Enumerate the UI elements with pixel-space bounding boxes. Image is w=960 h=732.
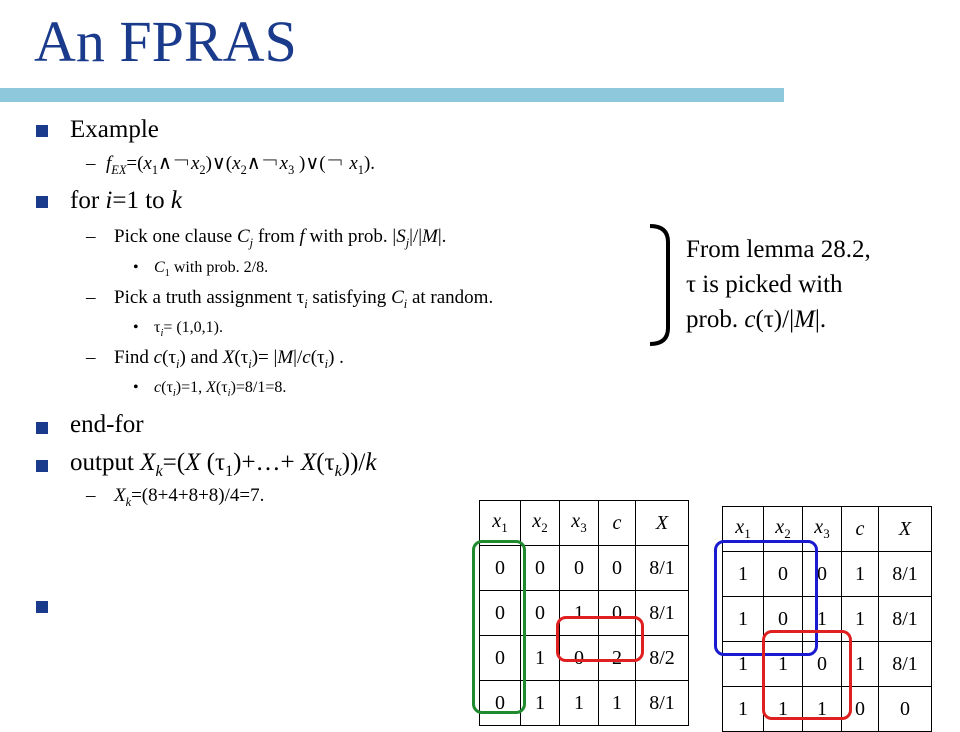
bullet-square-empty: [36, 601, 48, 613]
output-example-line: $X_k=(8+4+8+8)/4=7$.: [114, 485, 265, 509]
table-cell: 0: [764, 597, 803, 642]
table-cell: 1: [723, 597, 764, 642]
pick-assignment-line: Pick a truth assignment $\tau_i$ satisfying $C_i$ at random.: [114, 287, 494, 311]
table-cell: 8/1: [879, 552, 932, 597]
table-cell: 1: [521, 636, 560, 681]
table-cell: 0: [480, 636, 521, 681]
bullet-square: [36, 196, 48, 208]
table-cell: 0: [842, 687, 879, 732]
header-x2: $x_2$: [521, 501, 560, 546]
table-cell: 0: [480, 591, 521, 636]
table-cell: 1: [723, 642, 764, 687]
table-cell: 0: [521, 591, 560, 636]
table-cell: 0: [480, 546, 521, 591]
table-cell: 1: [842, 642, 879, 687]
table-cell: 8/2: [636, 636, 689, 681]
highlight-red-right: [762, 630, 852, 720]
dot-marker: •: [133, 259, 139, 276]
table-cell: 0: [560, 546, 599, 591]
header-x2: $x_2$: [764, 507, 803, 552]
table-cell: 1: [521, 681, 560, 726]
table-cell: 1: [599, 681, 636, 726]
table-cell: 0: [879, 687, 932, 732]
table-cell: 1: [764, 642, 803, 687]
right-bracket-icon: [644, 222, 676, 348]
table-cell: 1: [723, 552, 764, 597]
title-underline-bar: [0, 88, 784, 102]
table-cell: 2: [599, 636, 636, 681]
find-result-line: $c(\tau_i)=1$, $X(\tau_i)=8/1=8$.: [154, 379, 287, 400]
dash-marker: –: [86, 287, 96, 308]
for-loop-label: for i=1 to k: [70, 187, 183, 214]
output-line: output $X_k=(X$ $(\tau_1)+\dots+ X(\tau_k))/k$: [70, 449, 377, 480]
table-cell: 1: [842, 597, 879, 642]
example-formula: $f_{EX}=(x_1\wedge$￢$x_2)\vee(x_2\wedge$￢$x_3$ )∨(￢ $x_1$).: [106, 153, 376, 177]
dash-marker: –: [86, 226, 96, 247]
dash-marker: –: [86, 485, 96, 506]
header-x3: $x_3$: [803, 507, 842, 552]
table-cell: 0: [599, 591, 636, 636]
find-line: Find $c(\tau_i)$ and $X(\tau_i)= |M|/c(\tau_i)$ .: [114, 347, 344, 371]
table-cell: 8/1: [636, 591, 689, 636]
end-for-label: end-for: [70, 411, 144, 438]
example-label: Example: [70, 116, 159, 143]
table-cell: 8/1: [879, 642, 932, 687]
dot-marker: •: [133, 379, 139, 396]
header-c: c: [599, 501, 636, 546]
bullet-square: [36, 125, 48, 137]
table-cell: 0: [480, 681, 521, 726]
table-cell: 1: [764, 687, 803, 732]
table-cell: 8/1: [636, 681, 689, 726]
header-x1: $x_1$: [723, 507, 764, 552]
table-cell: 0: [803, 642, 842, 687]
table-cell: 0: [560, 636, 599, 681]
header-x1: $x_1$: [480, 501, 521, 546]
table-cell: 1: [560, 591, 599, 636]
highlight-green-x1-column: [472, 540, 526, 714]
dot-marker: •: [133, 319, 139, 336]
bullet-square: [36, 460, 48, 472]
header-X: X: [879, 507, 932, 552]
bullet-square: [36, 422, 48, 434]
table-cell: 1: [723, 687, 764, 732]
c1-prob-line: $C_1$ with prob. 2/8.: [154, 259, 269, 280]
table-cell: 0: [764, 552, 803, 597]
table-cell: 0: [521, 546, 560, 591]
lemma-note: [686, 232, 871, 337]
table-cell: 8/1: [636, 546, 689, 591]
highlight-red-left: [556, 616, 644, 662]
note-line-1: From lemma 28.2,: [686, 236, 871, 263]
table-cell: 0: [599, 546, 636, 591]
pick-clause-line: Pick one clause $C_j$ from f with prob. $|S_j|/|M|$.: [114, 226, 447, 250]
note-line-2: τ is picked with: [686, 271, 843, 298]
table-cell: 1: [842, 552, 879, 597]
table-header-row: [480, 501, 689, 546]
table-cell: 1: [803, 597, 842, 642]
slide-title: An FPRAS: [34, 9, 297, 74]
table-cell: 1: [560, 681, 599, 726]
dash-marker: –: [86, 153, 96, 174]
table-cell: 0: [803, 552, 842, 597]
tau-value-line: $\tau_i= (1,0,1)$.: [154, 319, 224, 340]
dash-marker: –: [86, 347, 96, 368]
header-x3: $x_3$: [560, 501, 599, 546]
header-c: c: [842, 507, 879, 552]
table-cell: 1: [803, 687, 842, 732]
header-X: X: [636, 501, 689, 546]
table-cell: 8/1: [879, 597, 932, 642]
note-line-3: prob. c(τ)/|M|.: [686, 306, 827, 333]
